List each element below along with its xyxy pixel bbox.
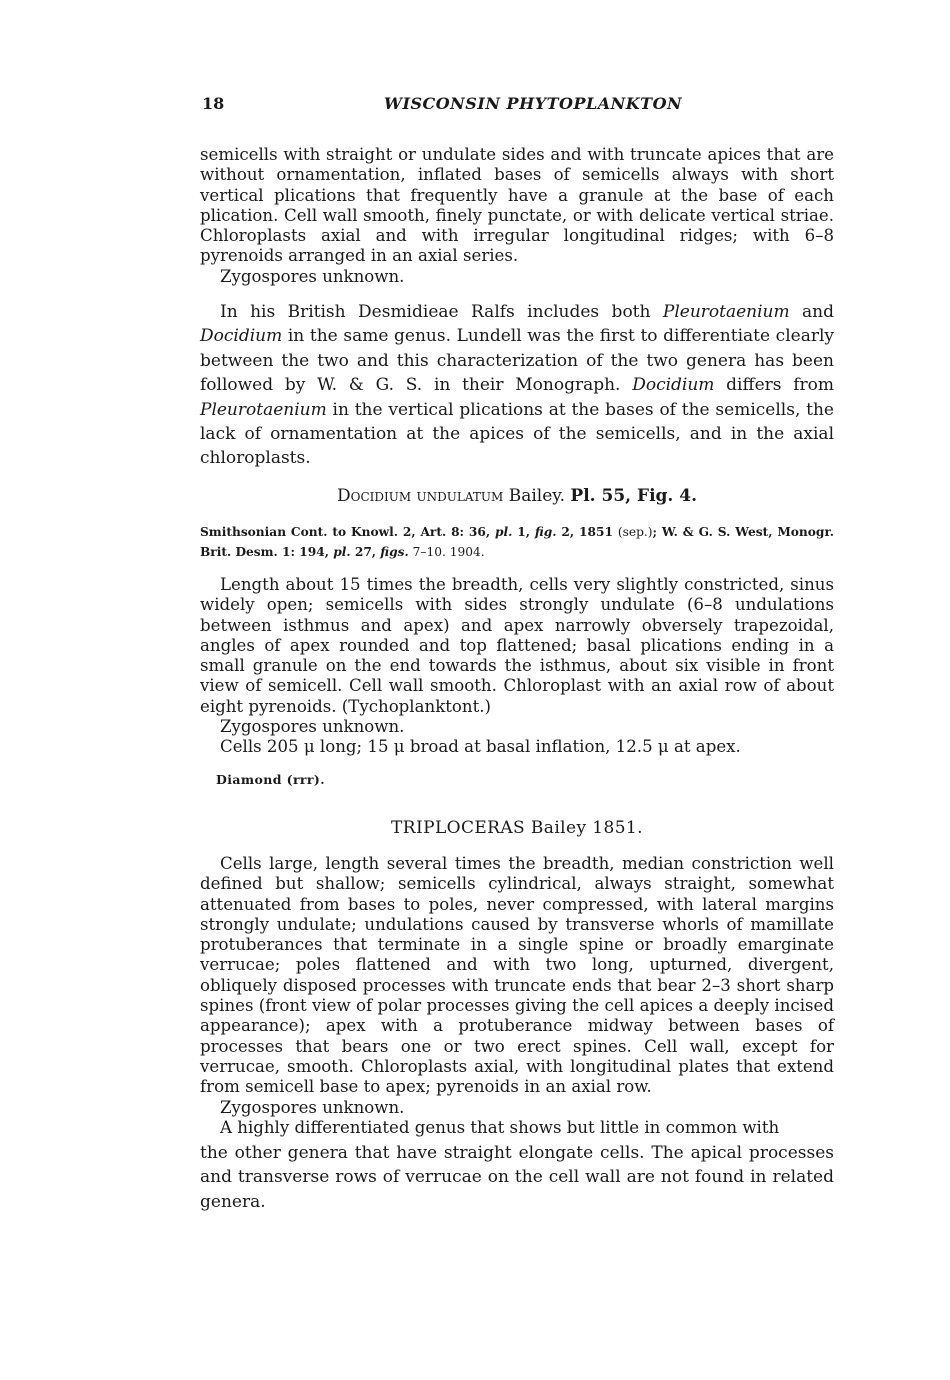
genus-description-continued <box>200 145 834 287</box>
text-run: in the same genus. Lundell was the first to differentiate clearly between the two and this characterization of the two genera has been followed by W. & G. S. in their Monograph. <box>200 326 834 396</box>
text-run: in the vertical plications at the bases of the semicells, the lack of ornamentation at the apices of the semicells, and in the axial chloroplasts. <box>200 399 834 469</box>
description-text: Cells large, length several times the breadth, median constriction well defined but shallow; semicells cylindrical, always straight, somewhat attenuated from bases to poles, never compressed, with lateral margins strongly undulate; undulations caused by transverse whorls of mamillate protuberances that terminate in a single spine or broadly emarginate verrucae; poles flattened and with two long, upturned, divergent, obliquely disposed processes with truncate ends that bear 2–3 short sharp spines (front view of polar processes giving the cell apices a deeply incised appearance); apex with a protuberance midway between bases of processes that bears one or two erect spines. Cell wall, except for verrucae, smooth. Chloroplasts axial, with longitudinal plates that extend from semicell base to apex; pyrenoids in an axial row. <box>200 854 834 1097</box>
species-heading <box>200 486 834 506</box>
cell-dimensions: Cells 205 μ long; 15 μ broad at basal inflation, 12.5 μ at apex. <box>220 737 741 757</box>
species-description <box>200 575 834 758</box>
citation-text: (sep.) <box>617 525 653 539</box>
species-author: Bailey. <box>503 486 571 506</box>
page-number: 18 <box>202 94 225 113</box>
zygospores-note: Zygospores unknown. <box>220 266 405 286</box>
bibliographic-citation <box>200 522 834 562</box>
italic-genus-name: Docidium <box>632 375 715 396</box>
citation-italic: pl. <box>333 545 351 559</box>
genus-discussion-paragraph <box>200 300 834 471</box>
genus-remark-continued: the other genera that have straight elongate cells. The apical processes and transverse rows of verrucae on the cell wall are not found in related genera. <box>200 1143 834 1212</box>
citation-text: Smithsonian Cont. to Knowl. 2, Art. 8: 36, <box>200 525 496 539</box>
running-title: WISCONSIN PHYTOPLANKTON <box>384 94 683 113</box>
running-header <box>202 94 834 120</box>
remark-text: A highly differentiated genus that shows but little in common with <box>220 1117 780 1137</box>
citation-italic: pl. <box>495 525 513 539</box>
text-run: differs from <box>714 375 834 396</box>
citation-italic: figs. <box>380 545 409 559</box>
text-run: and <box>789 302 835 322</box>
text-run: In his British Desmidieae Ralfs includes both <box>220 302 663 322</box>
citation-text: 2, 1851 <box>556 525 618 539</box>
citation-text: ; W. & G. S. West, Monogr. Brit. Desm. 1: 194, <box>200 525 834 559</box>
citation-text: 1, <box>512 525 535 539</box>
citation-text: 7–10. 1904. <box>408 545 485 559</box>
description-text: semicells with straight or undulate sides and with truncate apices that are without ornamentation, inflated bases of semicells always with short vertical plications that frequently have a granule at the base of each plication. Cell wall smooth, finely punctate, or with delicate vertical striae. Chloroplasts axial and with irregular longitudinal ridges; with 6–8 pyrenoids arranged in an axial series. <box>200 145 834 266</box>
locality-record: Diamond (rrr). <box>216 772 325 787</box>
genus-heading: TRIPLOCERAS Bailey 1851. <box>391 818 643 838</box>
italic-genus-name: Docidium <box>200 326 283 347</box>
zygospores-note: Zygospores unknown. <box>220 717 405 737</box>
genus-description <box>200 854 834 1138</box>
zygospores-note: Zygospores unknown. <box>220 1097 405 1117</box>
citation-italic: fig. <box>534 525 557 539</box>
italic-genus-name: Pleurotaenium <box>662 302 790 322</box>
citation-text: 27, <box>350 545 381 559</box>
description-text: Length about 15 times the breadth, cells very slightly constricted, sinus widely open; semicells with sides strongly undulate (6–8 undulations between isthmus and apex) and apex narrowly obversely trapezoidal, angles of apex rounded and top flattened; basal plications ending in a small granule on the end towards the isthmus, about six visible in front view of semicell. Cell wall smooth. Chloroplast with an axial row of about eight pyrenoids. (Tychoplanktont.) <box>200 575 834 716</box>
italic-genus-name: Pleurotaenium <box>200 399 327 420</box>
plate-reference: Pl. 55, Fig. 4. <box>570 486 697 506</box>
species-name: Docidium undulatum <box>337 486 504 506</box>
